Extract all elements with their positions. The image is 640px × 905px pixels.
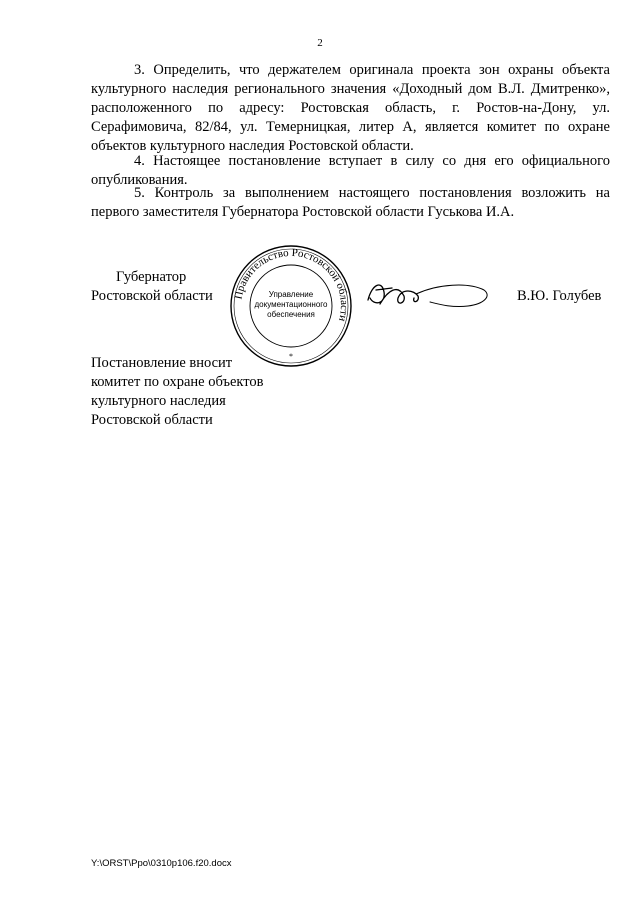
paragraph-3: 3. Определить, что держателем оригинала проекта зон охраны объекта культурного наследия регионального значения «Доходный дом В.Л. Дмитренко», расположенного по адресу: Ростовская область, г. Ростов-на-Дону, ул. Серафимовича, 82/84, ул. Темерницкая, литер А, является комитет по охране объектов культурного наследия Ростовской области. (91, 62, 610, 154)
seal-outer-text: Правительство Ростовской области (232, 246, 351, 323)
intro-line: Постановление вносит (91, 355, 233, 371)
page-number: 2 (317, 37, 323, 49)
seal-inner-line3: обеспечения (267, 310, 315, 319)
governor-title-line2: Ростовской области (91, 288, 213, 304)
paragraph-4: 4. Настоящее постановление вступает в силу со дня его официального опубликования. (91, 153, 610, 188)
official-seal-stamp (229, 244, 353, 368)
governor-title-line1: Губернатор (116, 269, 187, 285)
governor-title (91, 268, 221, 306)
seal-inner-line1: Управление (268, 290, 314, 299)
intro-line: комитет по охране объектов (91, 374, 264, 390)
handwritten-signature (358, 270, 498, 318)
seal-inner-line2: документационного (254, 300, 328, 309)
file-path-footer: Y:\ORST\Ppo\0310p106.f20.docx (91, 858, 232, 869)
intro-line: культурного наследия (91, 393, 226, 409)
seal-star-icon: * (289, 352, 293, 361)
introduced-by-note (91, 354, 264, 430)
intro-line: Ростовской области (91, 412, 213, 428)
paragraph-5: 5. Контроль за выполнением настоящего постановления возложить на первого заместителя Губернатора Ростовской области Гуськова И.А. (91, 185, 610, 220)
governor-name: В.Ю. Голубев (517, 288, 602, 304)
